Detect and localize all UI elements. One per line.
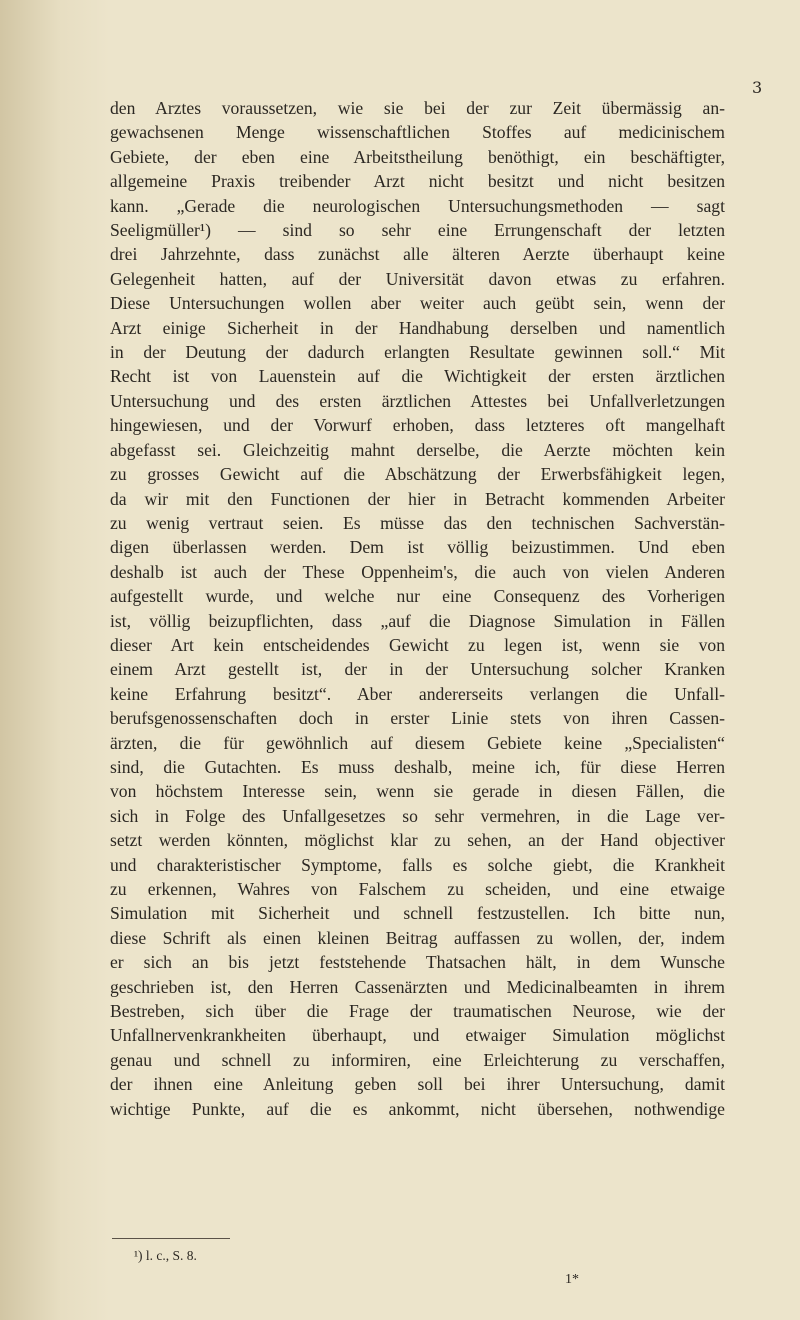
text-line: zu grosses Gewicht auf die Abschätzung der Erwerbsfähigkeit legen,: [110, 464, 725, 485]
text-line: aufgestellt wurde, und welche nur eine Consequenz des Vorherigen: [110, 586, 725, 607]
body-text: [110, 96, 725, 1121]
text-line: sind, die Gutachten. Es muss deshalb, meine ich, für diese Herren: [110, 756, 725, 777]
text-line: er sich an bis jetzt feststehende Thatsachen hält, in dem Wunsche: [110, 952, 725, 973]
printer-signature: 1*: [565, 1272, 579, 1287]
text-line: allgemeine Praxis treibender Arzt nicht besitzt und nicht besitzen: [110, 171, 725, 192]
text-line: gewachsenen Menge wissenschaftlichen Stoffes auf medicinischem: [110, 122, 725, 143]
text-line: genau und schnell zu informiren, eine Erleichterung zu verschaffen,: [110, 1049, 725, 1070]
text-line: Gebiete, der eben eine Arbeitstheilung benöthigt, ein beschäftigter,: [110, 146, 725, 167]
text-line: der ihnen eine Anleitung geben soll bei ihrer Untersuchung, damit: [110, 1074, 725, 1095]
text-line: kann. „Gerade die neurologischen Untersuchungsmethoden — sagt: [110, 195, 725, 216]
text-line: diese Schrift als einen kleinen Beitrag auffassen zu wollen, der, indem: [110, 927, 725, 948]
text-line: setzt werden könnten, möglichst klar zu sehen, an der Hand objectiver: [110, 830, 725, 851]
text-line: abgefasst sei. Gleichzeitig mahnt derselbe, die Aerzte möchten kein: [110, 439, 725, 460]
text-line: zu erkennen, Wahres von Falschem zu scheiden, und eine etwaige: [110, 879, 725, 899]
text-line: geschrieben ist, den Herren Cassenärzten und Medicinalbeamten in ihrem: [110, 976, 725, 997]
text-line: berufsgenossenschaften doch in erster Linie stets von ihren Cassen-: [110, 708, 725, 729]
text-line: Gelegenheit hatten, auf der Universität davon etwas zu erfahren.: [110, 268, 725, 289]
text-line: Bestreben, sich über die Frage der traumatischen Neurose, wie der: [110, 1001, 725, 1022]
text-line: Arzt einige Sicherheit in der Handhabung derselben und namentlich: [110, 317, 725, 338]
text-line: Untersuchung und des ersten ärztlichen Attestes bei Unfallverletzungen: [110, 390, 725, 411]
text-line: und charakteristischer Symptome, falls es solche giebt, die Krankheit: [110, 854, 725, 875]
text-line: dieser Art kein entscheidendes Gewicht zu legen ist, wenn sie von: [110, 634, 725, 655]
text-line: in der Deutung der dadurch erlangten Resultate gewinnen soll.“ Mit: [110, 342, 725, 363]
text-line: sich in Folge des Unfallgesetzes so sehr vermehren, in die Lage ver-: [110, 805, 725, 826]
text-line: den Arztes voraussetzen, wie sie bei der zur Zeit übermässig an-: [110, 98, 725, 118]
text-line: da wir mit den Functionen der hier in Betracht kommenden Arbeiter: [110, 488, 725, 509]
text-line: deshalb ist auch der These Oppenheim's, die auch von vielen Anderen: [110, 561, 725, 582]
text-line: ärzten, die für gewöhnlich auf diesem Gebiete keine „Specialisten“: [110, 732, 725, 753]
footnote-divider: [112, 1238, 230, 1239]
text-line: einem Arzt gestellt ist, der in der Untersuchung solcher Kranken: [110, 659, 725, 680]
text-line: wichtige Punkte, auf die es ankommt, nicht übersehen, nothwendige: [110, 1098, 725, 1119]
text-line: von höchstem Interesse sein, wenn sie gerade in diesen Fällen, die: [110, 781, 725, 802]
text-line: zu wenig vertraut seien. Es müsse das den technischen Sachverstän-: [110, 512, 725, 533]
text-line: drei Jahrzehnte, dass zunächst alle älteren Aerzte überhaupt keine: [110, 244, 725, 265]
text-line: digen überlassen werden. Dem ist völlig beizustimmen. Und eben: [110, 537, 725, 558]
text-line: Diese Untersuchungen wollen aber weiter auch geübt sein, wenn der: [110, 293, 725, 314]
text-line: Seeligmüller¹) — sind so sehr eine Errungenschaft der letzten: [110, 220, 725, 241]
text-line: hingewiesen, und der Vorwurf erhoben, dass letzteres oft mangelhaft: [110, 415, 725, 436]
text-line: ist, völlig beizupflichten, dass „auf die Diagnose Simulation in Fällen: [110, 610, 725, 631]
text-line: keine Erfahrung besitzt“. Aber andererseits verlangen die Unfall-: [110, 683, 725, 704]
page-number: 3: [752, 78, 763, 97]
text-line: Recht ist von Lauenstein auf die Wichtigkeit der ersten ärztlichen: [110, 366, 725, 387]
footnote: ¹) l. c., S. 8.: [134, 1248, 197, 1263]
text-line: Unfallnervenkrankheiten überhaupt, und etwaiger Simulation möglichst: [110, 1025, 725, 1046]
text-line: Simulation mit Sicherheit und schnell festzustellen. Ich bitte nun,: [110, 903, 725, 924]
